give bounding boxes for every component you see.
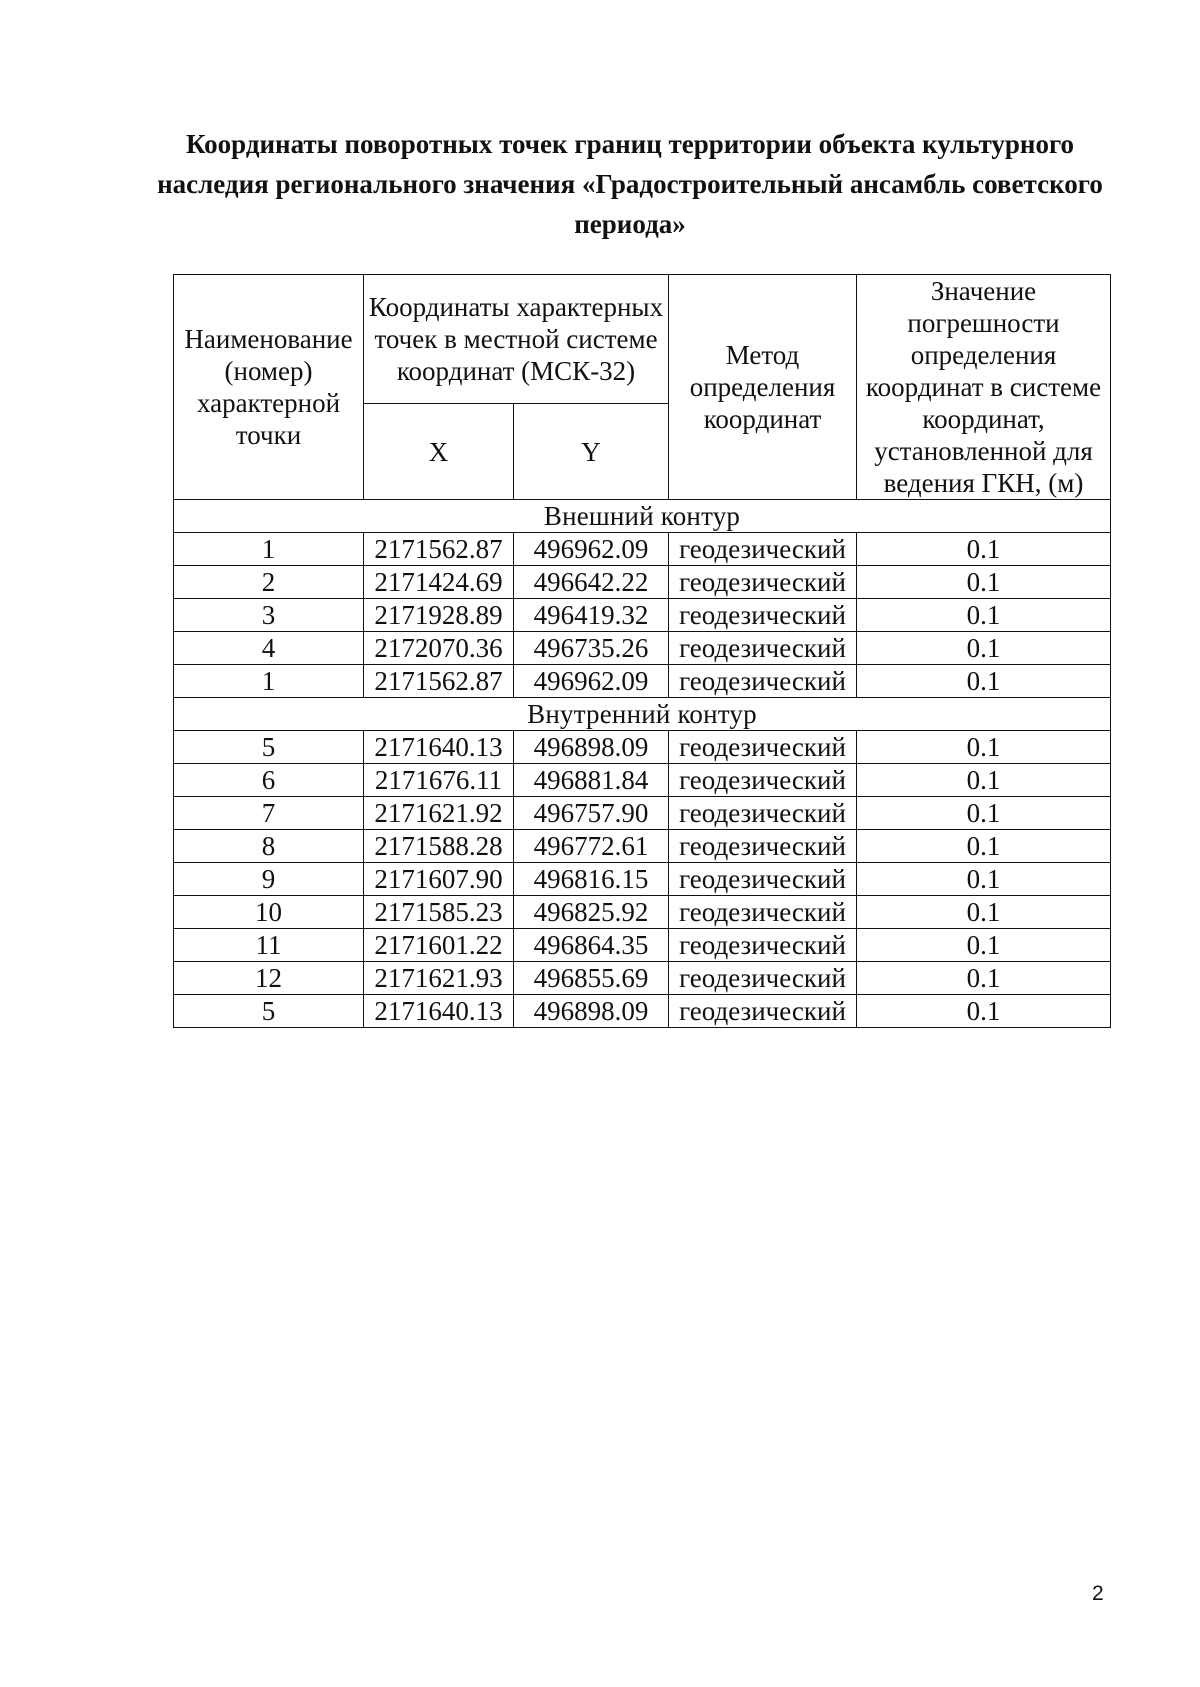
cell-x: 2171928.89 bbox=[364, 599, 514, 632]
header-coordinates: Координаты характерных точек в местной системе координат (МСК-32) bbox=[364, 275, 669, 404]
table-row bbox=[174, 665, 1111, 698]
title-line-3: периода» bbox=[574, 209, 686, 239]
cell-x: 2171676.11 bbox=[364, 764, 514, 797]
header-y: Y bbox=[514, 404, 669, 500]
cell-y: 496772.61 bbox=[514, 830, 669, 863]
cell-method: геодезический bbox=[669, 533, 857, 566]
cell-x: 2171588.28 bbox=[364, 830, 514, 863]
cell-x: 2171562.87 bbox=[364, 533, 514, 566]
cell-method: геодезический bbox=[669, 599, 857, 632]
table-row bbox=[174, 566, 1111, 599]
table-row bbox=[174, 995, 1111, 1028]
page-number: 2 bbox=[1092, 1582, 1104, 1605]
table-header bbox=[174, 275, 1111, 500]
table-row bbox=[174, 632, 1111, 665]
header-accuracy: Значение погрешности определения координат в системе координат, установленной для ведения ГКН, (м) bbox=[857, 275, 1111, 500]
cell-accuracy: 0.1 bbox=[857, 764, 1111, 797]
cell-point: 1 bbox=[174, 665, 364, 698]
cell-accuracy: 0.1 bbox=[857, 632, 1111, 665]
cell-point: 2 bbox=[174, 566, 364, 599]
cell-point: 11 bbox=[174, 929, 364, 962]
cell-point: 8 bbox=[174, 830, 364, 863]
cell-point: 3 bbox=[174, 599, 364, 632]
section-row bbox=[174, 698, 1111, 731]
cell-y: 496642.22 bbox=[514, 566, 669, 599]
cell-accuracy: 0.1 bbox=[857, 962, 1111, 995]
cell-method: геодезический bbox=[669, 566, 857, 599]
cell-method: геодезический bbox=[669, 731, 857, 764]
cell-method: геодезический bbox=[669, 797, 857, 830]
cell-method: геодезический bbox=[669, 764, 857, 797]
document-title bbox=[150, 124, 1110, 244]
section-title: Внешний контур bbox=[174, 500, 1111, 533]
table-row bbox=[174, 731, 1111, 764]
cell-point: 12 bbox=[174, 962, 364, 995]
cell-y: 496864.35 bbox=[514, 929, 669, 962]
cell-accuracy: 0.1 bbox=[857, 797, 1111, 830]
cell-accuracy: 0.1 bbox=[857, 731, 1111, 764]
cell-x: 2171621.93 bbox=[364, 962, 514, 995]
title-line-2: наследия регионального значения «Градостроительный ансамбль советского bbox=[157, 169, 1103, 199]
cell-point: 6 bbox=[174, 764, 364, 797]
cell-accuracy: 0.1 bbox=[857, 599, 1111, 632]
cell-method: геодезический bbox=[669, 962, 857, 995]
cell-method: геодезический bbox=[669, 929, 857, 962]
cell-point: 4 bbox=[174, 632, 364, 665]
cell-x: 2171621.92 bbox=[364, 797, 514, 830]
table-row bbox=[174, 830, 1111, 863]
cell-point: 9 bbox=[174, 863, 364, 896]
section-title: Внутренний контур bbox=[174, 698, 1111, 731]
cell-point: 1 bbox=[174, 533, 364, 566]
cell-method: геодезический bbox=[669, 896, 857, 929]
cell-x: 2171601.22 bbox=[364, 929, 514, 962]
cell-y: 496898.09 bbox=[514, 731, 669, 764]
cell-method: геодезический bbox=[669, 665, 857, 698]
cell-point: 5 bbox=[174, 731, 364, 764]
cell-x: 2171607.90 bbox=[364, 863, 514, 896]
table-row bbox=[174, 764, 1111, 797]
cell-accuracy: 0.1 bbox=[857, 533, 1111, 566]
cell-method: геодезический bbox=[669, 632, 857, 665]
cell-y: 496881.84 bbox=[514, 764, 669, 797]
cell-method: геодезический bbox=[669, 995, 857, 1028]
cell-accuracy: 0.1 bbox=[857, 863, 1111, 896]
table-row bbox=[174, 533, 1111, 566]
cell-y: 496757.90 bbox=[514, 797, 669, 830]
table-row bbox=[174, 962, 1111, 995]
cell-point: 10 bbox=[174, 896, 364, 929]
cell-method: геодезический bbox=[669, 863, 857, 896]
cell-x: 2171424.69 bbox=[364, 566, 514, 599]
table-row bbox=[174, 863, 1111, 896]
header-x: X bbox=[364, 404, 514, 500]
cell-point: 5 bbox=[174, 995, 364, 1028]
cell-accuracy: 0.1 bbox=[857, 896, 1111, 929]
section-row bbox=[174, 500, 1111, 533]
table-body bbox=[174, 500, 1111, 1028]
cell-x: 2171562.87 bbox=[364, 665, 514, 698]
cell-y: 496735.26 bbox=[514, 632, 669, 665]
cell-x: 2171585.23 bbox=[364, 896, 514, 929]
cell-method: геодезический bbox=[669, 830, 857, 863]
cell-y: 496962.09 bbox=[514, 665, 669, 698]
cell-x: 2171640.13 bbox=[364, 995, 514, 1028]
cell-accuracy: 0.1 bbox=[857, 566, 1111, 599]
cell-point: 7 bbox=[174, 797, 364, 830]
cell-y: 496898.09 bbox=[514, 995, 669, 1028]
header-method: Метод определения координат bbox=[669, 275, 857, 500]
cell-y: 496962.09 bbox=[514, 533, 669, 566]
cell-y: 496816.15 bbox=[514, 863, 669, 896]
table-row bbox=[174, 929, 1111, 962]
cell-y: 496855.69 bbox=[514, 962, 669, 995]
coordinates-table bbox=[173, 274, 1111, 1028]
header-point: Наименование (номер) характерной точки bbox=[174, 275, 364, 500]
table-row bbox=[174, 599, 1111, 632]
table-row bbox=[174, 797, 1111, 830]
cell-accuracy: 0.1 bbox=[857, 665, 1111, 698]
cell-x: 2172070.36 bbox=[364, 632, 514, 665]
cell-accuracy: 0.1 bbox=[857, 995, 1111, 1028]
cell-x: 2171640.13 bbox=[364, 731, 514, 764]
table-row bbox=[174, 896, 1111, 929]
cell-y: 496825.92 bbox=[514, 896, 669, 929]
title-line-1: Координаты поворотных точек границ территории объекта культурного bbox=[185, 129, 1075, 159]
cell-accuracy: 0.1 bbox=[857, 929, 1111, 962]
cell-y: 496419.32 bbox=[514, 599, 669, 632]
cell-accuracy: 0.1 bbox=[857, 830, 1111, 863]
